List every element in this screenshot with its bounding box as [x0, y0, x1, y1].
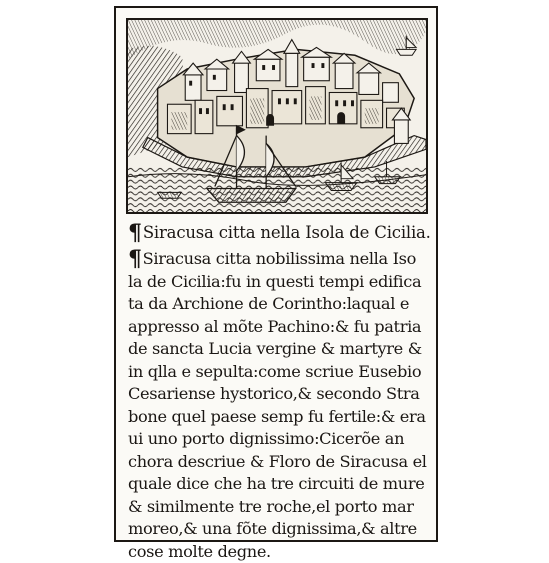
body-line: de sancta Lucia vergine & martyre & [128, 338, 434, 361]
body-line: bone quel paese semp fu fertile:& era [128, 406, 434, 429]
body-line: appresso al mõte Pachino:& fu patria [128, 316, 434, 339]
pilcrow-mark-icon: ¶ [128, 224, 142, 242]
body-line: & similmente tre roche,el porto mar [128, 496, 434, 519]
caption-text: Siracusa citta nella Isola de Cicilia. [143, 223, 431, 242]
pilcrow-mark-icon: ¶ [128, 250, 142, 268]
body-line: la de Cicilia:fu in questi tempi edifica [128, 271, 434, 294]
body-line: ui uno porto dignissimo:Cicerõe an [128, 428, 434, 451]
body-line: ta da Archione de Corintho:laqual e [128, 293, 434, 316]
body-line: cose molte degne. [128, 541, 434, 563]
body-line: quale dice che ha tre circuiti de mure [128, 473, 434, 496]
illustration-caption [128, 222, 434, 244]
body-line-text: Siracusa citta nobilissima nella Iso [143, 249, 416, 268]
body-line: in qlla e sepulta:come scriue Eusebio [128, 361, 434, 384]
printed-page [114, 6, 438, 542]
woodcut-illustration [126, 18, 428, 214]
city-harbor-woodcut [128, 20, 426, 212]
body-line [128, 248, 434, 271]
body-line: Cesariense hystorico,& secondo Stra [128, 383, 434, 406]
text-block [128, 222, 434, 563]
body-line: moreo,& una fõte dignissima,& altre [128, 518, 434, 541]
body-line: chora descriue & Floro de Siracusa el [128, 451, 434, 474]
